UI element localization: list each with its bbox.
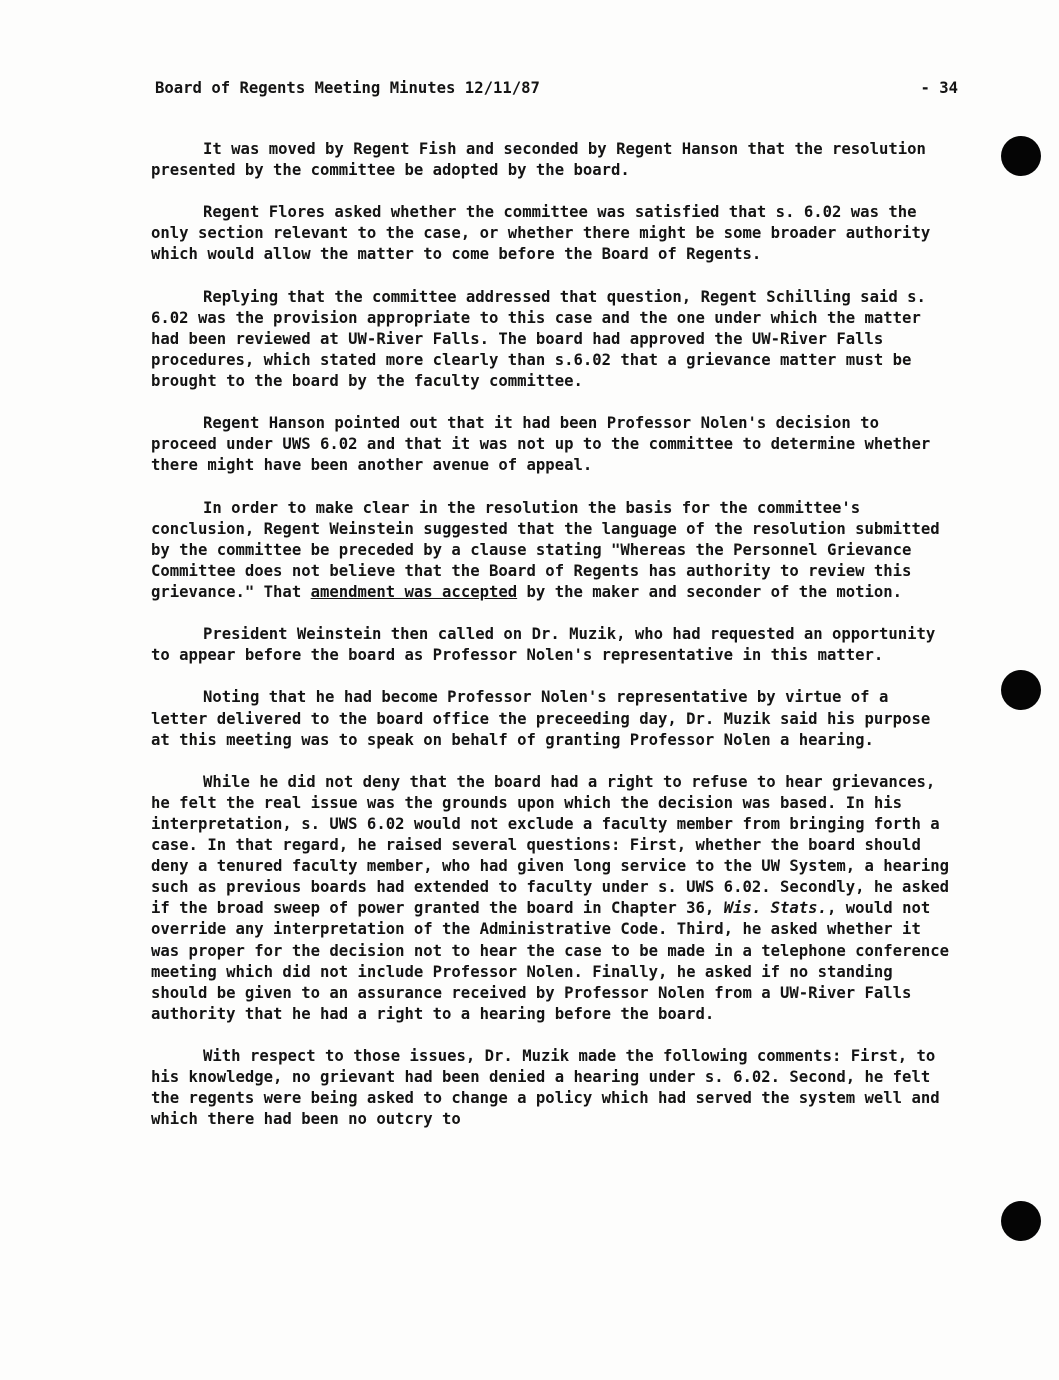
paragraph-weinstein-amendment [151, 498, 951, 603]
paragraph-motion: It was moved by Regent Fish and seconded by Regent Hanson that the resolution presented by the committee be adopted by the board. [151, 140, 926, 180]
punch-hole-top [1001, 136, 1041, 176]
questions-text-end: , would not override any interpretation of the Administrative Code. Third, he asked whether it was proper for the decision not to hear the case to be made in a telephone conference meeting which did not include Professor Nolen. Finally, he asked if no standing should be given to an assurance received by Professor Nolen from a UW-River Falls authority that he had a right to a hearing before the board. [151, 899, 949, 1023]
wis-stats-italic: Wis. Stats. [723, 899, 827, 918]
paragraph-flores-question: Regent Flores asked whether the committee was satisfied that s. 6.02 was the only section relevant to the case, or whether there might be some broader authority which would allow the matter to come before the Board of Regents. [151, 203, 931, 264]
amendment-accepted-underlined: amendment was accepted [310, 582, 518, 601]
paragraph-muzik-called: President Weinstein then called on Dr. Muzik, who had requested an opportunity to appear before the board as Professor Nolen's representative in this matter. [151, 625, 936, 665]
minutes-body [151, 139, 951, 1130]
paragraph-schilling-reply: Replying that the committee addressed that question, Regent Schilling said s. 6.02 was the provision appropriate to this case and the one under which the matter had been reviewed at UW-River Falls. The board had approved the UW-River Falls procedures, which stated more clearly than s.6.02 that a grievance matter must be brought to the board by the faculty committee. [151, 287, 926, 391]
page-header [155, 76, 958, 100]
amendment-text-end: by the maker and seconder of the motion. [517, 582, 903, 601]
amendment-text-start: In order to make clear in the resolution the basis for the committee's conclusion, Regent Weinstein suggested that the language of the resolution submitted by the committee be preceded by a clause stating "Whereas the Personnel Grievance Committee does not believe that the Board of Regents has authority to review this grievance." That [151, 498, 940, 601]
paragraph-muzik-representative: Noting that he had become Professor Nolen's representative by virtue of a letter delivered to the board office the preceeding day, Dr. Muzik said his purpose at this meeting was to speak on behalf of granting Professor Nolen a hearing. [151, 688, 931, 749]
paragraph-muzik-questions [151, 772, 951, 1025]
punch-hole-bottom [1001, 1201, 1041, 1241]
paragraph-muzik-comments: With respect to those issues, Dr. Muzik made the following comments: First, to his knowledge, no grievant had been denied a hearing under s. 6.02. Second, he felt the regents were being asked to change a policy which had served the system well and which there had been no outcry to [151, 1047, 940, 1129]
punch-hole-middle [1001, 670, 1041, 710]
page-number: - 34 [920, 79, 958, 97]
header-title: Board of Regents Meeting Minutes 12/11/87 [155, 79, 540, 97]
paragraph-hanson-comment: Regent Hanson pointed out that it had been Professor Nolen's decision to proceed under UWS 6.02 and that it was not up to the committee to determine whether there might have been another avenue of appeal. [151, 414, 931, 475]
questions-text-start: While he did not deny that the board had a right to refuse to hear grievances, he felt the real issue was the grounds upon which the decision was based. In his interpretation, s. UWS 6.02 would not exclude a faculty member from bringing forth a case. In that regard, he raised several questions: First, whether the board should deny a tenured faculty member, who had given long service to the UW System, a hearing such as previous boards had extended to faculty under s. UWS 6.02. Secondly, he asked if the broad sweep of power granted the board in Chapter 36, [151, 772, 949, 918]
